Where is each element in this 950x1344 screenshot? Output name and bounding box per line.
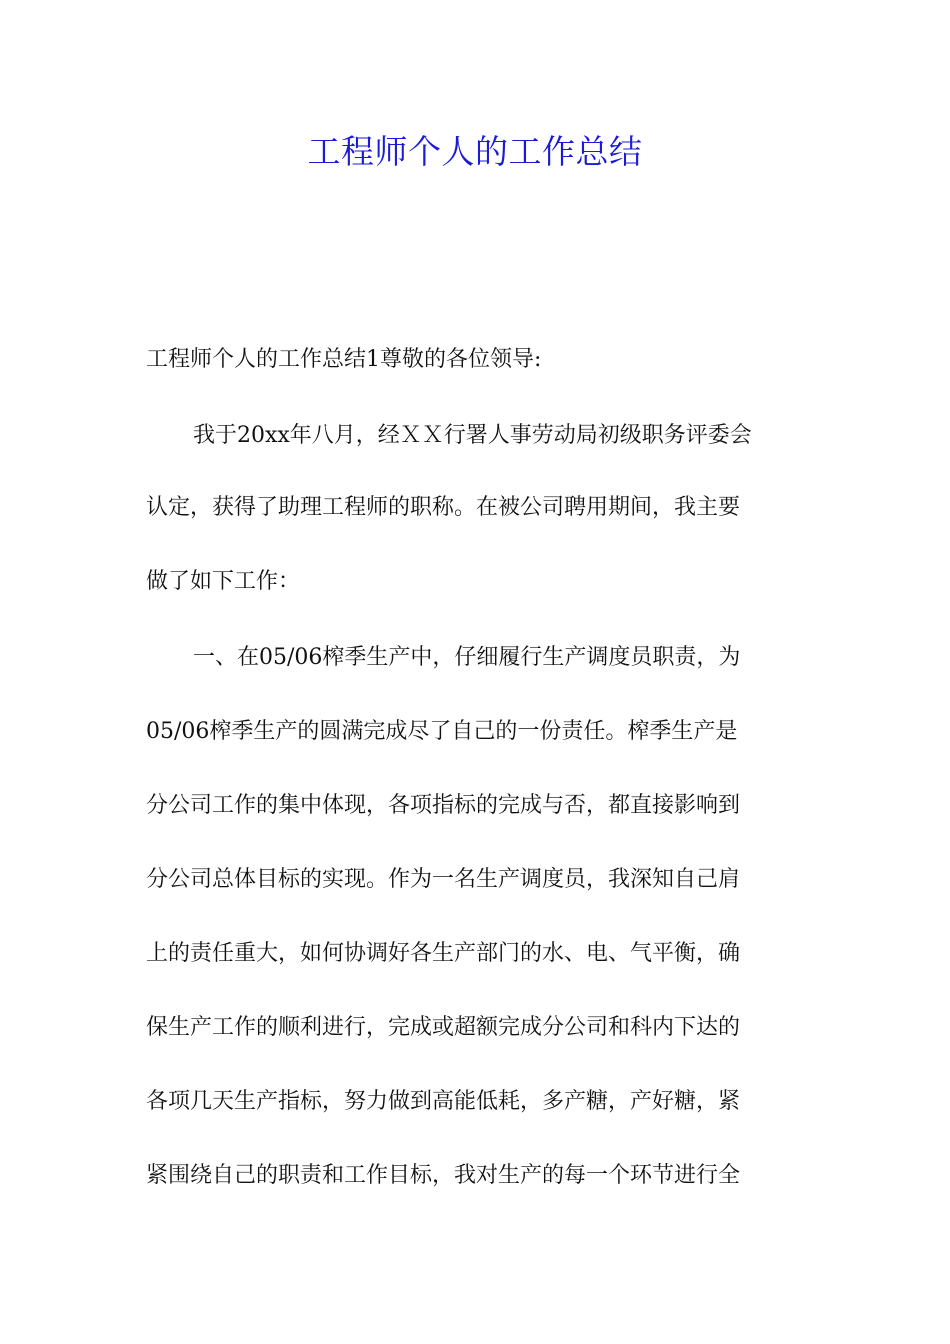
- document-title: 工程师个人的工作总结: [307, 132, 643, 171]
- body-line: 分公司总体目标的实现。作为一名生产调度员，我深知自己肩: [146, 867, 741, 892]
- body-line: 保生产工作的顺利进行，完成或超额完成分公司和科内下达的: [146, 1015, 741, 1040]
- body-line: 认定，获得了助理工程师的职称。在被公司聘用期间，我主要: [146, 495, 741, 520]
- body-line: 工程师个人的工作总结1尊敬的各位领导:: [146, 347, 542, 372]
- body-line: 做了如下工作：: [146, 569, 301, 594]
- body-line: 各项几天生产指标，努力做到高能低耗，多产糖，产好糖，紧: [146, 1089, 741, 1114]
- body-line: 紧围绕自己的职责和工作目标，我对生产的每一个环节进行全: [146, 1163, 741, 1188]
- body-line: 一、在05/06榨季生产中，仔细履行生产调度员职责，为: [193, 645, 741, 670]
- body-line: 分公司工作的集中体现，各项指标的完成与否，都直接影响到: [146, 793, 741, 818]
- body-line: 05/06榨季生产的圆满完成尽了自己的一份责任。榨季生产是: [146, 719, 738, 744]
- body-line: 我于20xx年八月，经ＸＸ行署人事劳动局初级职务评委会: [193, 423, 752, 448]
- body-line: 上的责任重大，如何协调好各生产部门的水、电、气平衡，确: [146, 941, 741, 966]
